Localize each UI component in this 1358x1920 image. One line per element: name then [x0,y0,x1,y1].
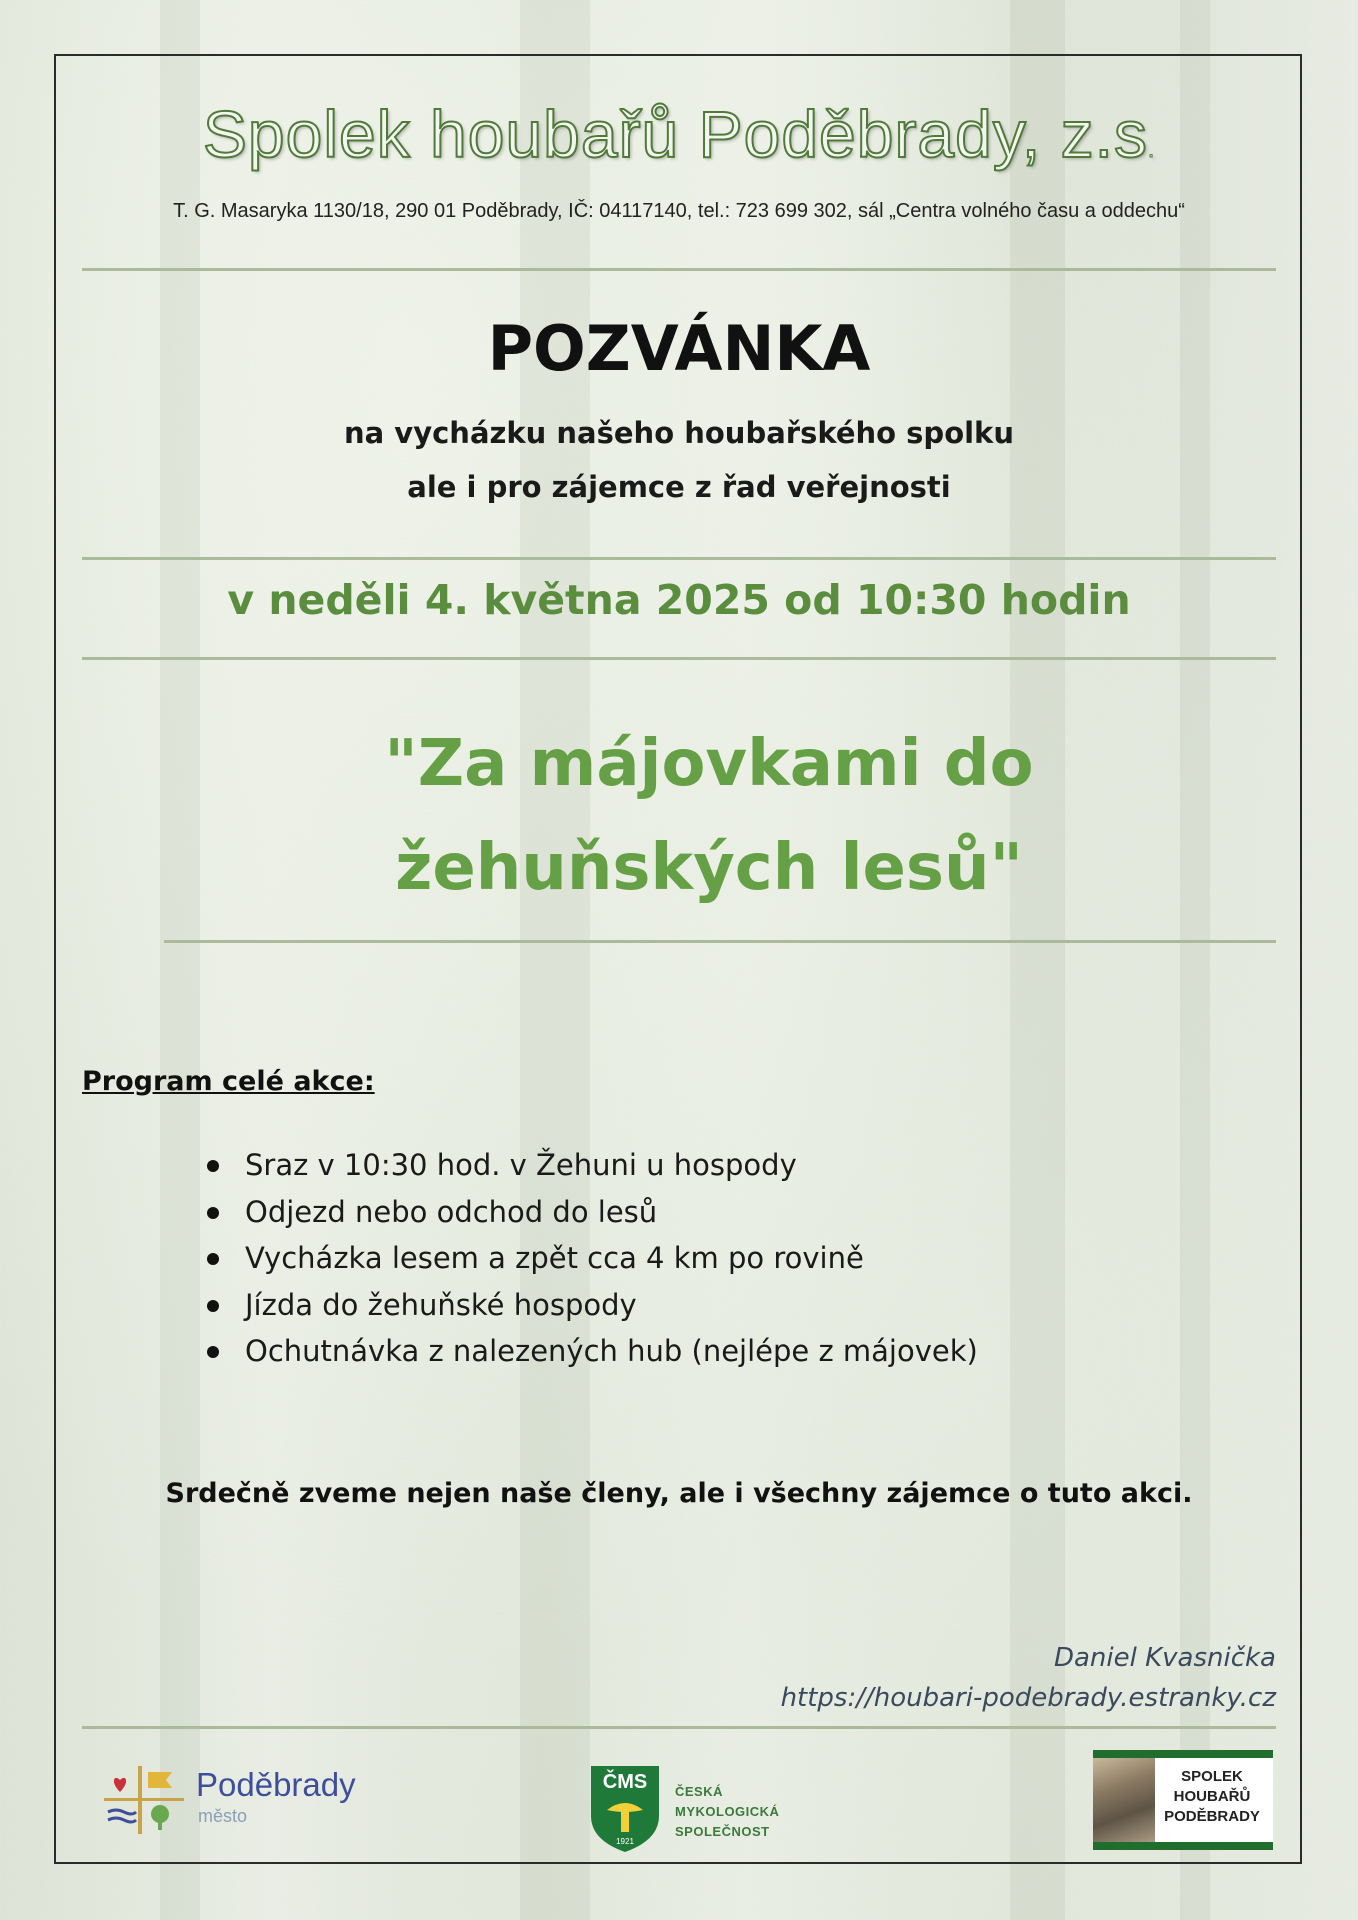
list-item: Odjezd nebo odchod do lesů [200,1189,978,1236]
divider [82,1726,1276,1729]
podebrady-logo [100,1762,370,1838]
event-title-line-2: žehuňských lesů" [395,831,1023,905]
bullet-icon [207,1160,219,1172]
podebrady-logo-sub: město [198,1806,248,1826]
cms-shield-icon [585,1762,665,1854]
podebrady-emblem-icon [100,1762,190,1838]
list-item: Sraz v 10:30 hod. v Žehuni u hospody [200,1142,978,1189]
organization-address: T. G. Masaryka 1130/18, 290 01 Poděbrady, IČ: 04117140, tel.: 723 699 302, sál „Centra volného času a oddechu“ [173,200,1185,222]
closing-invitation: Srdečně zveme nejen naše členy, ale i všechny zájemce o tuto akci. [165,1478,1193,1509]
list-item: Jízda do žehuňské hospody [200,1282,978,1329]
divider [82,657,1276,660]
bullet-icon [207,1253,219,1265]
bullet-icon [207,1300,219,1312]
cms-year: 1921 [616,1837,634,1846]
divider [164,940,1276,943]
list-item: Ochutnávka z nalezených hub (nejlépe z májovek) [200,1328,978,1375]
bullet-icon [207,1346,219,1358]
organization-title: Spolek houbařů Poděbrady, z.s. [202,97,1156,171]
program-list [200,1142,978,1375]
cms-logo [585,1762,785,1854]
event-title [30,712,1358,920]
mushroom-photo [1093,1758,1155,1842]
invitation-title: POZVÁNKA [487,312,871,385]
podebrady-logo-name: Poděbrady [196,1766,356,1803]
program-title: Program celé akce: [82,1066,375,1097]
list-item: Vycházka lesem a zpět cca 4 km po rovině [200,1235,978,1282]
author-block [781,1638,1276,1718]
author-name: Daniel Kvasnička [1053,1643,1276,1673]
bullet-icon [207,1207,219,1219]
cms-abbr: ČMS [602,1771,648,1793]
author-website-link[interactable]: https://houbari-podebrady.estranky.cz [780,1683,1276,1713]
spolek-logo-text: SPOLEK HOUBAŘŮ PODĚBRADY [1164,1768,1260,1825]
invitation-line-1: na vycházku našeho houbařského spolku [343,416,1014,450]
spolek-logo [1093,1750,1273,1850]
event-title-line-1: "Za májovkami do [384,727,1034,801]
divider [82,557,1276,560]
divider [82,268,1276,271]
event-date: v neděli 4. května 2025 od 10:30 hodin [227,576,1131,624]
cms-logo-text: ČESKÁ MYKOLOGICKÁ SPOLEČNOST [675,1784,780,1839]
invitation-line-2: ale i pro zájemce z řad veřejnosti [407,470,951,504]
